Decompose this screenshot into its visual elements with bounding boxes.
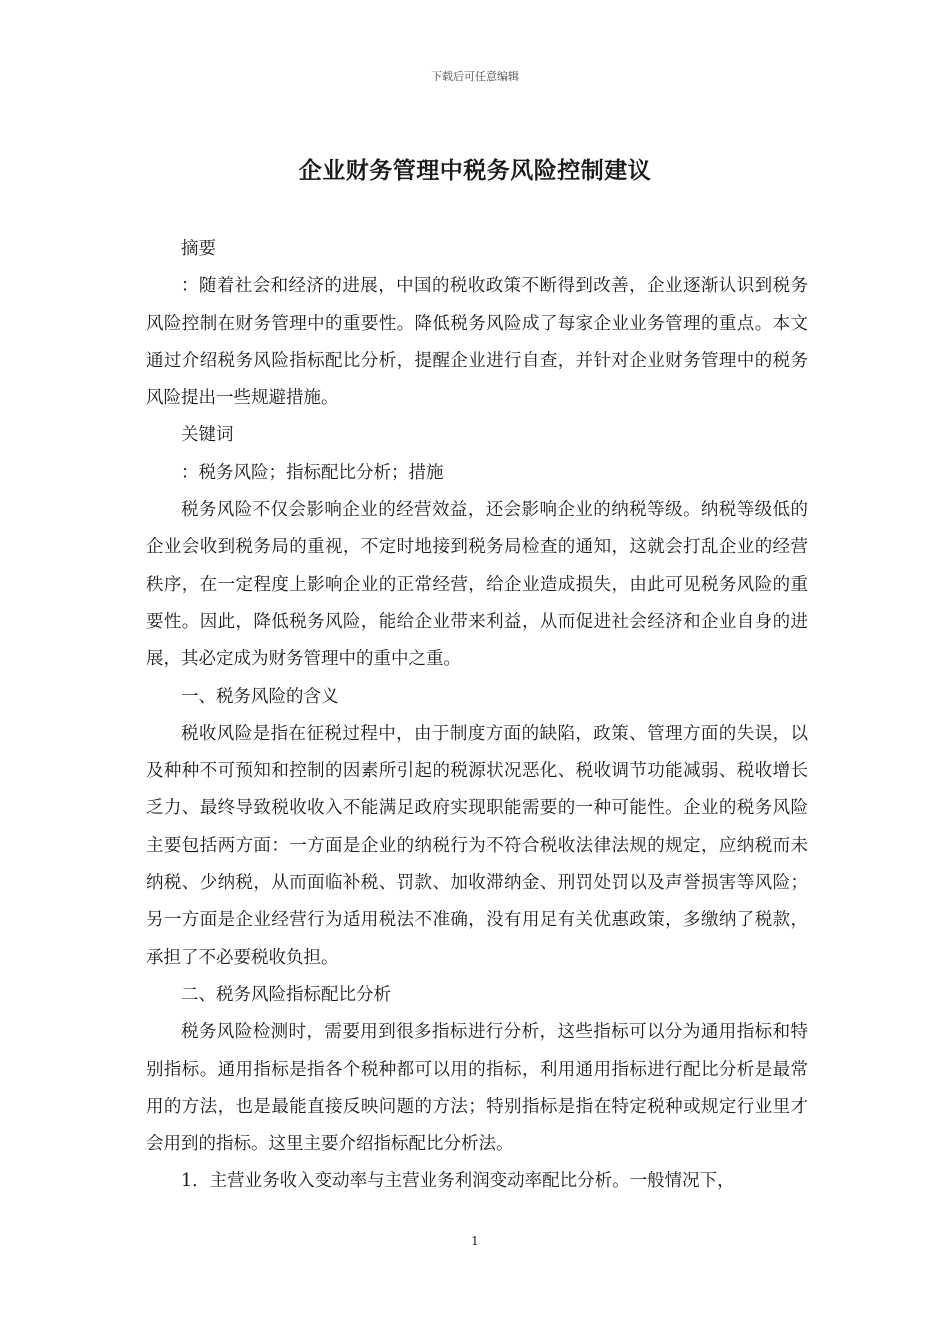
document-body [146,231,808,1201]
page-number: 1 [471,1234,479,1248]
section-heading-2: 二、税务风险指标配比分析 [181,984,391,1005]
page-header-note: 下载后可任意编辑 [431,70,519,83]
document-title: 企业财务管理中税务风险控制建议 [298,158,652,184]
keywords-heading: 关键词 [181,425,234,446]
section-heading-1: 一、税务风险的含义 [181,686,339,707]
abstract-heading: 摘要 [181,239,216,259]
abstract-paragraph: ：随着社会和经济的进展，中国的税收政策不断得到改善，企业逐渐认识到税务风险控制在财务管理中的重要性。降低税务风险成了每家企业业务管理的重点。本文通过介绍税务风险指标配比分析，提醒企业进行自查，并针对企业财务管理中的税务风险提出一些规避措施。 [146,276,808,409]
section-2-paragraph: 税务风险检测时，需要用到很多指标进行分析，这些指标可以分为通用指标和特别指标。通用指标是指各个税种都可以用的指标，利用通用指标进行配比分析是最常用的方法，也是最能直接反映问题的方法；特别指标是指在特定税种或规定行业里才会用到的指标。这里主要介绍指标配比分析法。 [146,1022,808,1155]
list-item-1-paragraph: 1．主营业务收入变动率与主营业务利润变动率配比分析。一般情况下， [181,1171,735,1192]
keywords-paragraph: ：税务风险；指标配比分析；措施 [181,462,444,483]
intro-paragraph: 税务风险不仅会影响企业的经营效益，还会影响企业的纳税等级。纳税等级低的企业会收到税务局的重视，不定时地接到税务局检查的通知，这就会打乱企业的经营秩序，在一定程度上影响企业的正常经营，给企业造成损失，由此可见税务风险的重要性。因此，降低税务风险，能给企业带来利益，从而促进社会经济和企业自身的进展，其必定成为财务管理中的重中之重。 [146,500,808,670]
section-1-paragraph: 税收风险是指在征税过程中，由于制度方面的缺陷，政策、管理方面的失误，以及种种不可预知和控制的因素所引起的税源状况恶化、税收调节功能减弱、税收增长乏力、最终导致税收收入不能满足政府实现职能需要的一种可能性。企业的税务风险主要包括两方面：一方面是企业的纳税行为不符合税收法律法规的规定，应纳税而未纳税、少纳税，从而面临补税、罚款、加收滞纳金、刑罚处罚以及声誉损害等风险；另一方面是企业经营行为适用税法不准确，没有用足有关优惠政策，多缴纳了税款，承担了不必要税收负担。 [146,723,808,968]
